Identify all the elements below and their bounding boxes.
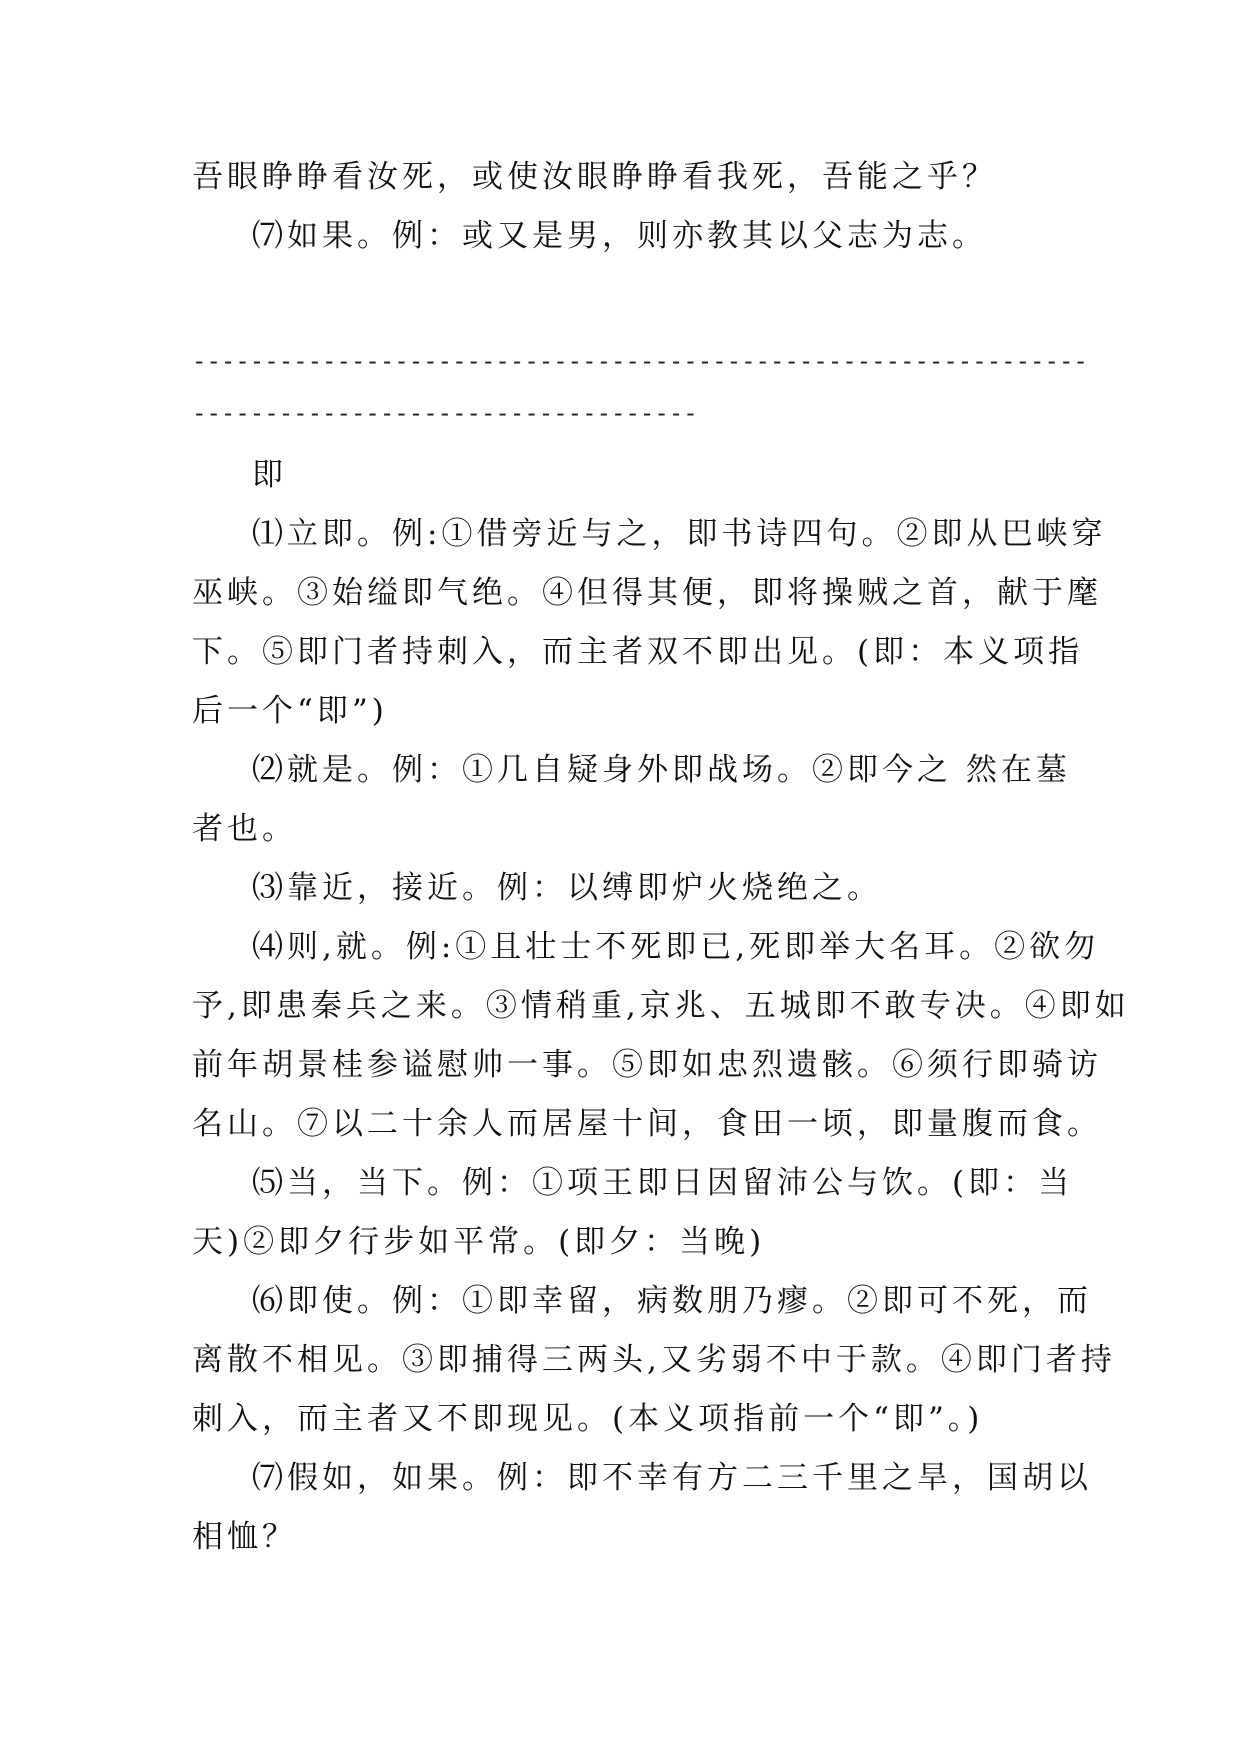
paragraph-line: ⑸当，当下。例：①项王即日因留沛公与饮。(即：当 (252, 1165, 1074, 1201)
paragraph-line: ⑶靠近，接近。例：以缚即炉火烧绝之。 (252, 870, 882, 906)
paragraph-line: 天)②即夕行步如平常。(即夕：当晚) (192, 1224, 766, 1260)
paragraph-line: 后一个“即”) (192, 693, 388, 729)
section-heading: 即 (252, 457, 287, 493)
paragraph-line: 者也。 (192, 811, 297, 847)
paragraph-line: 名山。⑦以二十余人而居屋十间，食田一顷，即量腹而食。 (192, 1106, 1102, 1142)
text-block-ji (192, 446, 1130, 1567)
paragraph-line: ⑺假如，如果。例：即不幸有方二三千里之旱，国胡以 (252, 1460, 1092, 1496)
paragraph-line: ⑴立即。例:①借旁近与之，即书诗四句。②即从巴峡穿 (252, 516, 1107, 552)
paragraph-line: 刺入，而主者又不即现见。(本义项指前一个“即”。) (192, 1401, 984, 1437)
text-block-top (192, 148, 1062, 266)
dashed-divider-line-2: ----------------------------------- (192, 399, 698, 427)
paragraph-line: ⑺如果。例：或又是男，则亦教其以父志为志。 (252, 218, 987, 254)
paragraph-line: 相恤？ (192, 1519, 297, 1555)
paragraph-line: 吾眼睁睁看汝死，或使汝眼睁睁看我死，吾能之乎？ (192, 159, 997, 195)
paragraph-line: ⑵就是。例：①几自疑身外即战场。②即今之 然在墓 (252, 752, 1071, 788)
paragraph-line: 下。⑤即门者持刺入，而主者双不即出见。(即：本义项指 (192, 634, 1084, 670)
paragraph-line: ⑹即使。例：①即幸留，病数朋乃瘳。②即可不死，而 (252, 1283, 1092, 1319)
dashed-divider-line-1: -------------------------------------------------------------- (192, 347, 1088, 375)
paragraph-line: 巫峡。③始缢即气绝。④但得其便，即将操贼之首，献于麾 (192, 575, 1102, 611)
paragraph-line: 离散不相见。③即捕得三两头,又劣弱不中于款。④即门者持 (192, 1342, 1116, 1378)
paragraph-line: 予,即患秦兵之来。③情稍重,京兆、五城即不敢专决。④即如 (192, 988, 1130, 1024)
paragraph-line: ⑷则,就。例:①且壮士不死即已,死即举大名耳。②欲勿 (252, 929, 1100, 965)
paragraph-line: 前年胡景桂参谥慰帅一事。⑤即如忠烈遗骸。⑥须行即骑访 (192, 1047, 1102, 1083)
